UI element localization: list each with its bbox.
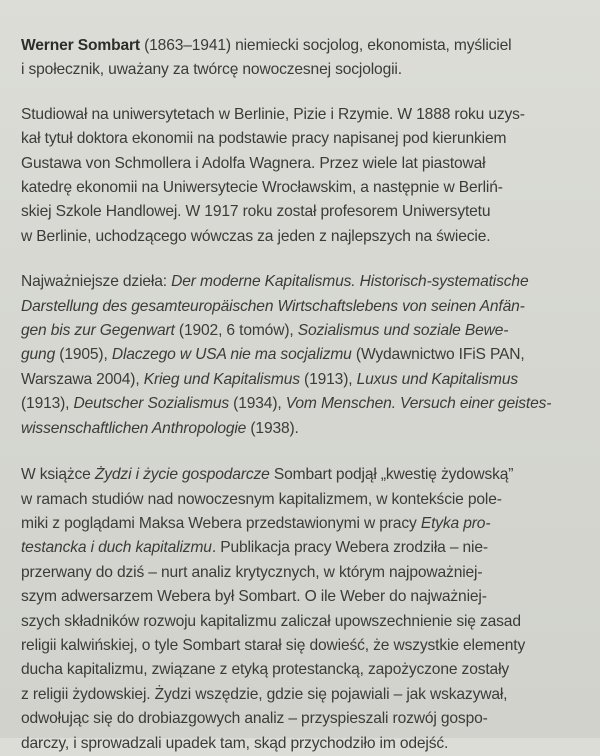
text-line: w Berlinie, uchodzącego wówczas za jeden z najlepszych na świecie. — [21, 227, 491, 245]
work-title: Dlaczego w USA nie ma socjalizmu — [111, 346, 352, 364]
works-paragraph — [21, 270, 576, 441]
text-line: Gustawa von Schmollera i Adolfa Wagnera. Przez wiele lat piastował — [21, 154, 486, 172]
work-title: gung — [21, 346, 56, 364]
text-line: wissenschaftlichen Anthropologie (1938). — [21, 419, 299, 437]
text-line: Studiował na uniwersytetach w Berlinie, Pizie i Rzymie. W 1888 roku uzys- — [21, 105, 525, 123]
text-line: w ramach studiów nad nowoczesnym kapitalizmem, w kontekście pole- — [21, 490, 502, 508]
text-line: Warszawa 2004), Krieg und Kapitalismus (1913), Luxus und Kapitalismus — [21, 370, 519, 388]
text-line: kał tytuł doktora ekonomii na podstawie pracy napisanej pod kierunkiem — [21, 130, 507, 148]
text-line: religii kalwińskiej, o tyle Sombart starał się dowieść, że wszystkie elementy — [21, 636, 526, 654]
work-title: Sozialismus und soziale Bewe- — [297, 322, 509, 340]
text-line: darczy, i sprowadzali upadek tam, skąd przychodziło im odejść. — [21, 734, 449, 752]
text-line: szym adwersarzem Webera był Sombart. O ile Weber do najważniej- — [21, 588, 487, 606]
author-name: Werner Sombart — [21, 37, 140, 54]
work-title: Vom Menschen. Versuch einer geistes- — [285, 395, 552, 413]
text-line: Najważniejsze dzieła: Der moderne Kapitalismus. Historisch-systematische — [21, 273, 529, 291]
jews-economic-life-paragraph — [21, 463, 576, 756]
work-title: Deutscher Sozialismus — [73, 395, 229, 413]
work-title: Der moderne Kapitalismus. Historisch-systematische — [171, 273, 529, 291]
work-title: Krieg und Kapitalismus — [143, 370, 300, 388]
text-line: gen bis zur Gegenwart (1902, 6 tomów), Sozialismus und soziale Bewe- — [21, 322, 509, 340]
text-line: z religii żydowskiej. Żydzi wszędzie, gdzie się pojawiali – jak wskazywał, — [21, 685, 508, 703]
text-line — [21, 295, 576, 319]
text-line: ducha kapitalizmu, związane z etyką protestancką, zapożyczone zostały — [21, 661, 510, 679]
intro-line-1: Werner Sombart (1863–1941) niemiecki socjolog, ekonomista, myśliciel — [21, 37, 512, 54]
work-title: Luxus und Kapitalismus — [356, 370, 519, 388]
work-title: Żydzi i życie gospodarcze — [94, 466, 270, 484]
work-title: testancka i duch kapitalizmu — [21, 539, 212, 557]
text-line: (1913), Deutscher Sozialismus (1934), Vom Menschen. Versuch einer geistes- — [21, 395, 552, 413]
work-title: Darstellung des gesamteuropäischen Wirtschaftslebens von seinen Anfän- — [21, 297, 525, 315]
text-line: skiej Szkole Handlowej. W 1917 roku został profesorem Uniwersytetu — [21, 203, 491, 221]
work-title: wissenschaftlichen Anthropologie — [21, 419, 247, 437]
text-line: testancka i duch kapitalizmu. Publikacja pracy Webera zrodziła – nie- — [21, 539, 488, 557]
education-paragraph — [21, 103, 576, 249]
work-title: Etyka pro- — [420, 514, 491, 532]
text-line: odwołując się do drobiazgowych analiz – przyspieszali rozwój gospo- — [21, 710, 488, 728]
text-line: szych składników rozwoju kapitalizmu zaliczał upowszechnienie się zasad — [21, 612, 521, 630]
work-title: gen bis zur Gegenwart — [21, 322, 175, 340]
text-line: W książce Żydzi i życie gospodarcze Sombart podjął „kwestię żydowską” — [21, 466, 514, 484]
intro-paragraph — [21, 34, 576, 83]
text-line: miki z poglądami Maksa Webera przedstawionymi w pracy Etyka pro- — [21, 514, 491, 532]
text-line: przerwany do dziś – nurt analiz krytycznych, w którym najpoważniej- — [21, 563, 483, 581]
text-line: katedrę ekonomii na Uniwersytecie Wrocławskim, a następnie w Berliń- — [21, 179, 503, 197]
intro-line-2: i społecznik, uważany za twórcę nowoczesnej socjologii. — [21, 61, 402, 79]
text-line: gung (1905), Dlaczego w USA nie ma socjalizmu (Wydawnictwo IFiS PAN, — [21, 346, 525, 364]
